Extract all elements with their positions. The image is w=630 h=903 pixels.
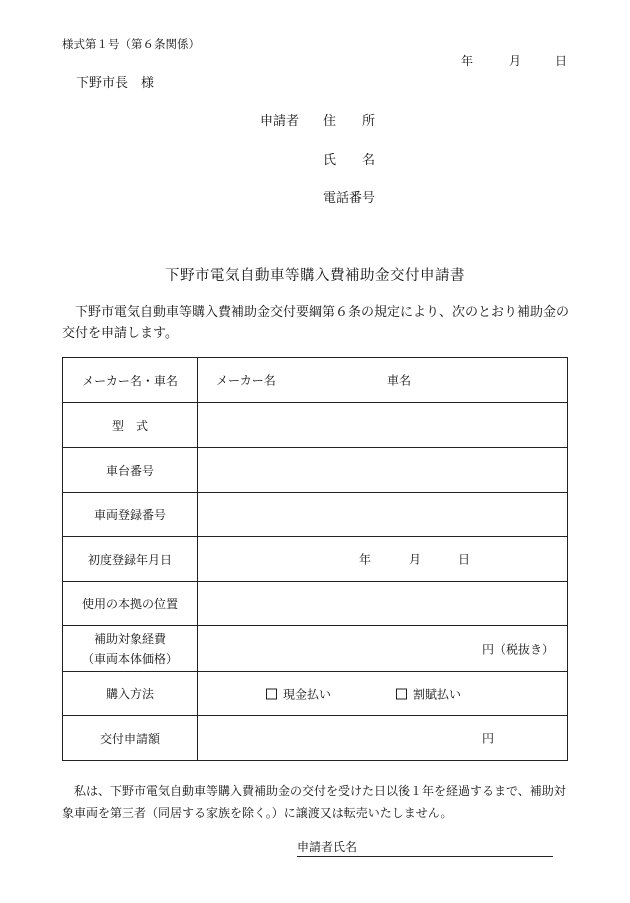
table-row-model (63, 403, 568, 448)
phone-label: 電話番号 (323, 191, 376, 206)
first-reg-day-label: 日 (458, 552, 471, 567)
amount-value-cell[interactable] (198, 716, 568, 761)
model-row-label: 型 式 (63, 403, 198, 448)
maker-name-label: メーカー名 (216, 373, 276, 388)
date-month-label: 月 (509, 54, 522, 68)
table-row-chassis (63, 448, 568, 493)
cash-option[interactable] (266, 685, 331, 702)
cost-value-cell[interactable] (198, 626, 568, 672)
cost-label-line2: （車両本体価格） (81, 651, 178, 666)
name-label: 氏 名 (323, 153, 376, 168)
form-number: 様式第１号（第６条関係） (62, 37, 200, 51)
signature-label: 申請者氏名 (297, 840, 358, 854)
applicant-label: 申請者 (260, 114, 300, 129)
location-row-label: 使用の本拠の位置 (63, 582, 198, 626)
installment-option-label: 割賦払い (413, 687, 462, 701)
document-title: 下野市電気自動車等購入費補助金交付申請書 (165, 268, 465, 284)
cash-checkbox[interactable] (266, 688, 277, 699)
location-value-cell[interactable] (198, 582, 568, 626)
maker-value-cell[interactable] (198, 358, 568, 403)
installment-checkbox[interactable] (396, 688, 407, 699)
amount-row-label: 交付申請額 (63, 716, 198, 761)
table-row-registration (63, 493, 568, 537)
installment-option[interactable] (396, 685, 461, 702)
intro-paragraph: 下野市電気自動車等購入費補助金交付要綱第６条の規定により、次のとおり補助金の交付を申請します。 (62, 305, 570, 341)
first-registration-value-cell[interactable] (198, 537, 568, 582)
purchase-value-cell (198, 672, 568, 716)
first-reg-year-label: 年 (359, 552, 372, 567)
pledge-paragraph: 私は、下野市電気自動車等購入費補助金の交付を受けた日以後１年を経過するまで、補助対象車両を第三者（同居する家族を除く。）に譲渡又は転売いたしません。 (62, 784, 566, 820)
chassis-value-cell[interactable] (198, 448, 568, 493)
table-row-amount (63, 716, 568, 761)
table-row-first-registration (63, 537, 568, 582)
first-registration-row-label: 初度登録年月日 (63, 537, 198, 582)
cost-row-label (63, 626, 198, 672)
cost-unit: 円（税抜き） (482, 642, 555, 656)
address-label: 住 所 (323, 114, 376, 129)
date-year-label: 年 (461, 54, 474, 68)
cost-label-line1: 補助対象経費 (93, 631, 166, 646)
chassis-row-label: 車台番号 (63, 448, 198, 493)
table-row-purchase (63, 672, 568, 716)
registration-value-cell[interactable] (198, 493, 568, 537)
addressee: 下野市長 様 (76, 76, 155, 91)
maker-row-label: メーカー名・車名 (63, 358, 198, 403)
first-reg-month-label: 月 (409, 552, 422, 567)
amount-unit: 円 (482, 731, 495, 746)
purchase-row-label: 購入方法 (63, 672, 198, 716)
signature-line[interactable] (297, 838, 553, 857)
registration-row-label: 車両登録番号 (63, 493, 198, 537)
table-row-location (63, 582, 568, 626)
cash-option-label: 現金払い (283, 687, 332, 701)
model-value-cell[interactable] (198, 403, 568, 448)
application-table (62, 357, 568, 761)
table-row-cost (63, 626, 568, 672)
date-day-label: 日 (555, 54, 568, 68)
car-name-label: 車名 (387, 373, 412, 388)
table-row-maker (63, 358, 568, 403)
